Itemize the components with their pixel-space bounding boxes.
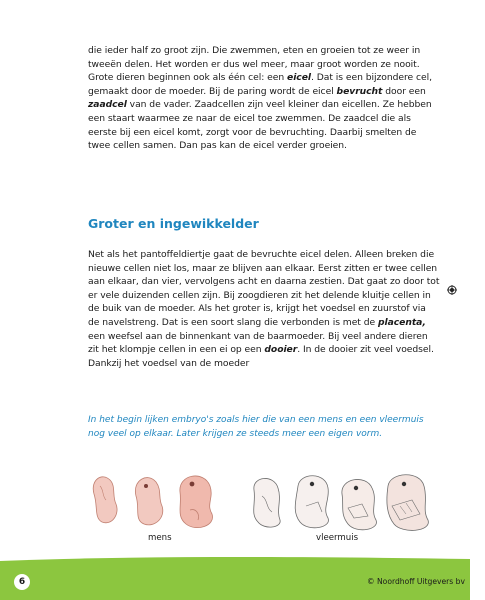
human-embryo-1 — [93, 477, 117, 523]
human-embryo-2 — [135, 478, 162, 525]
bat-embryo-4 — [387, 475, 428, 531]
section-heading: Groter en ingewikkelder — [88, 216, 259, 231]
label-bat: vleermuis — [316, 533, 359, 543]
bat-embryo-1 — [254, 478, 280, 527]
page-number: 6 — [14, 574, 30, 590]
bat-embryo-2 — [295, 476, 328, 528]
term-bevrucht: bevrucht — [336, 85, 383, 97]
term-zaadcel: zaadcel — [88, 99, 127, 111]
body-text-section — [88, 248, 440, 370]
bat-embryo-3 — [342, 479, 377, 529]
label-human: mens — [148, 533, 172, 543]
registration-mark-icon — [447, 285, 457, 295]
term-dooier: dooier — [264, 344, 298, 356]
paragraph-2: Grote dieren beginnen ook als één cel: een eicel. Dat is een bijzondere cel, gemaakt door de moeder. Bij de paring wordt de eicel bevrucht door een zaadcel van de vader. Zaadcellen zijn veel kleiner dan eicellen. Ze hebben een staart waarmee ze naar de eicel toe zwemmen. De zaadcel die als eerste bij een eicel komt, zorgt voor de bevruchting. Daarbij smelten de twee cellen samen. Dan pas kan de eicel verder groeien. — [88, 72, 432, 152]
paragraph-1: die ieder half zo groot zijn. Die zwemmen, eten en groeien tot ze weer in tweeën delen. Het worden er dus wel meer, maar groot worden ze nooit. — [88, 45, 421, 70]
term-placenta: placenta, — [378, 316, 426, 328]
embryo-illustration — [86, 466, 441, 538]
body-text-top — [88, 44, 440, 153]
paragraph-3: Net als het pantoffeldiertje gaat de bevruchte eicel delen. Alleen breken die nieuwe cellen niet los, maar ze blijven aan elkaar. Eerst zitten er twee cellen aan elkaar, dan vier, vervolgens acht en daarna zestien. Dat gaat zo door tot er vele duizenden cellen zijn. Bij zoogdieren zit het delende kluitje cellen in de buik van de moeder. Als het groter is, krijgt het voedsel en zuurstof via de navelstreng. Dat is een soort slang die verbonden is met de placenta, een weefsel aan de binnenkant van de baarmoeder. Bij veel andere dieren zit het klompje cellen in een ei op een dooier. In de dooier zit veel voedsel. Dankzij het voedsel van de moeder — [88, 249, 440, 369]
term-eicel: eicel — [287, 72, 311, 84]
human-embryo-3 — [180, 476, 213, 528]
copyright-notice: © Noordhoff Uitgevers bv — [366, 577, 465, 586]
figure-caption: In het begin lijken embryo's zoals hier die van een mens en een vleermuis nog veel op elkaar. Later krijgen ze steeds meer een eigen vorm. — [88, 415, 424, 439]
